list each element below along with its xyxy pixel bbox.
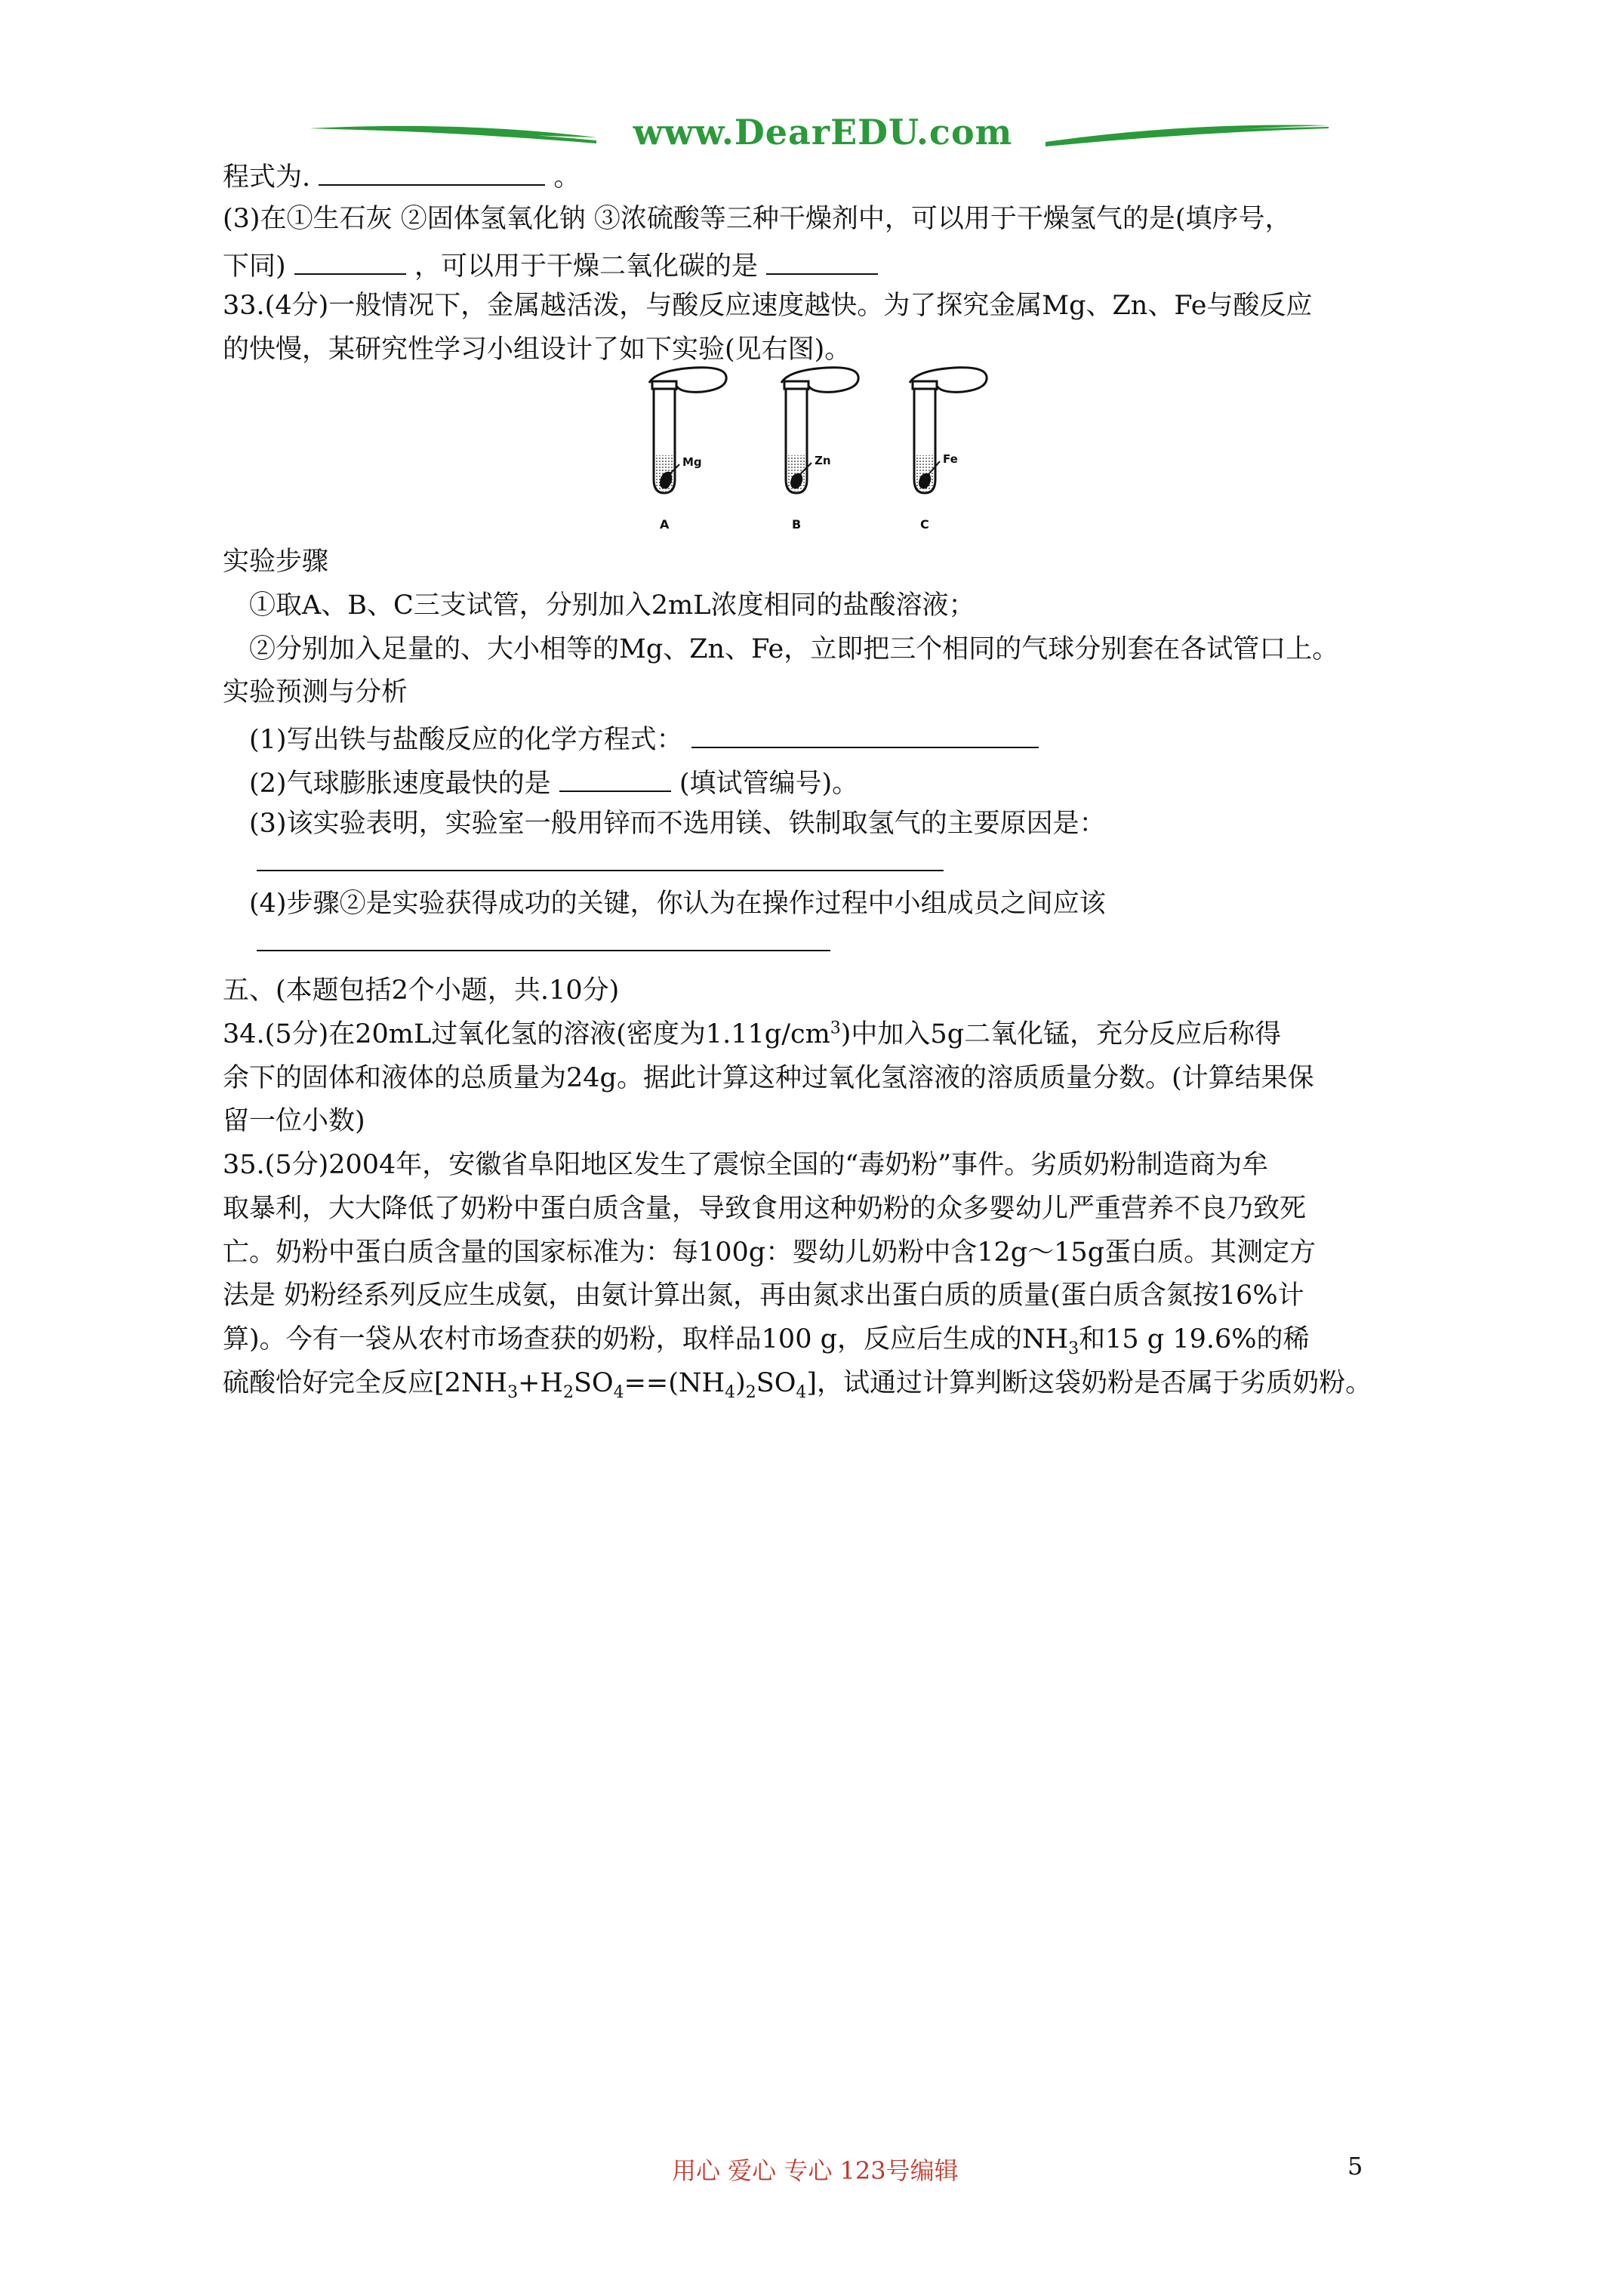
- site-title: www.DearEDU.com: [633, 112, 1013, 153]
- subscript: 3: [507, 1383, 519, 1402]
- text: 程式为.: [223, 162, 311, 193]
- text: (2)气球膨胀速度最快的是: [249, 769, 551, 799]
- question-33-line: 33.(4分)一般情况下，金属越活泼，与酸反应速度越快。为了探究金属Mg、Zn、Fe与酸反应: [223, 291, 1313, 321]
- subscript: 3: [1068, 1339, 1079, 1358]
- answer-blank[interactable]: [691, 720, 1039, 748]
- question-35-line: 35.(5分)2004年，安徽省阜阳地区发生了震惊全国的“毒奶粉”事件。劣质奶粉制造商为牟: [223, 1150, 1269, 1180]
- text: ): [735, 1368, 746, 1398]
- answer-blank[interactable]: [257, 847, 944, 871]
- analysis-line: [249, 763, 858, 800]
- metal-label-zn: Zn: [815, 454, 831, 467]
- metal-label-fe: Fe: [943, 452, 958, 466]
- analysis-line: (3)该实验表明，实验室一般用锌而不选用镁、铁制取氢气的主要原因是：: [249, 809, 1106, 839]
- subscript: 2: [562, 1383, 574, 1402]
- text: 和15 g 19.6%的稀: [1079, 1324, 1310, 1354]
- text: 。: [553, 162, 581, 193]
- text: SO: [756, 1368, 796, 1398]
- answer-blank[interactable]: [257, 927, 830, 951]
- section-heading: 实验步骤: [223, 547, 329, 577]
- analysis-line: [249, 720, 1039, 757]
- text: ==(NH: [624, 1368, 725, 1398]
- question-35-line: [223, 1367, 1372, 1400]
- text-line: (3)在①生石灰 ②固体氢氧化钠 ③浓硫酸等三种干燥剂中，可以用于干燥氢气的是(填序号，: [223, 204, 1292, 234]
- question-35-line: 法是 奶粉经系列反应生成氨，由氨计算出氮，再由氮求出蛋白质的质量(蛋白质含氮按16%计: [223, 1281, 1304, 1311]
- answer-blank[interactable]: [319, 157, 545, 186]
- subscript: 4: [613, 1383, 624, 1402]
- footer-credit: 用心 爱心 专心 123号编辑: [672, 2156, 959, 2185]
- tube-label-a: A: [660, 517, 670, 532]
- text-line: [223, 157, 580, 194]
- text: ]，试通过计算判断这袋奶粉是否属于劣质奶粉。: [806, 1368, 1372, 1398]
- test-tubes-figure: [604, 366, 996, 540]
- text: 硫酸恰好完全反应[2NH: [223, 1368, 508, 1398]
- question-35-line: [223, 1323, 1310, 1356]
- question-34-line: 留一位小数): [223, 1106, 365, 1136]
- question-35-line: 亡。奶粉中蛋白质含量的国家标准为：每100g：婴幼儿奶粉中含12g～15g蛋白质。其测定方: [223, 1237, 1317, 1268]
- analysis-line: (4)步骤②是实验获得成功的关键，你认为在操作过程中小组成员之间应该: [249, 889, 1106, 919]
- answer-blank[interactable]: [559, 763, 671, 792]
- metal-label-mg: Mg: [682, 455, 702, 469]
- superscript: 3: [830, 1019, 841, 1038]
- step-line: ①取A、B、C三支试管，分别加入2mL浓度相同的盐酸溶液；: [249, 590, 975, 621]
- test-tubes-icon: [604, 366, 996, 540]
- subscript: 4: [725, 1383, 736, 1402]
- tube-label-b: B: [792, 517, 802, 532]
- answer-blank[interactable]: [294, 246, 406, 275]
- text: 34.(5分)在20mL过氧化氢的溶液(密度为1.11g/cm: [223, 1019, 830, 1049]
- text: ，可以用于干燥二氧化碳的是: [414, 251, 758, 282]
- step-line: ②分别加入足量的、大小相等的Mg、Zn、Fe，立即把三个相同的气球分别套在各试管口上。: [249, 634, 1339, 664]
- question-35-line: 取暴利，大大降低了奶粉中蛋白质含量，导致食用这种奶粉的众多婴幼儿严重营养不良乃致死: [223, 1194, 1307, 1224]
- section-heading: 五、(本题包括2个小题，共.10分): [223, 975, 620, 1006]
- question-34-line: [223, 1018, 1281, 1051]
- text: (1)写出铁与盐酸反应的化学方程式：: [249, 725, 683, 755]
- text-line: [223, 246, 878, 283]
- question-34-line: 余下的固体和液体的总质量为24g。据此计算这种过氧化氢溶液的溶质质量分数。(计算结果保: [223, 1063, 1314, 1093]
- text: +H: [518, 1368, 563, 1398]
- page-number: 5: [1347, 2152, 1363, 2180]
- text: )中加入5g二氧化锰，充分反应后称得: [840, 1019, 1282, 1049]
- text: 下同): [223, 251, 286, 282]
- subscript: 2: [745, 1383, 756, 1402]
- tube-label-c: C: [920, 517, 929, 532]
- question-33-line: 的快慢，某研究性学习小组设计了如下实验(见右图)。: [223, 334, 852, 365]
- text: (填试管编号)。: [679, 769, 859, 799]
- answer-blank[interactable]: [766, 246, 878, 275]
- text: 算)。今有一袋从农村市场查获的奶粉，取样品100 g，反应后生成的NH: [223, 1324, 1069, 1354]
- text: SO: [573, 1368, 614, 1398]
- subscript: 4: [796, 1383, 807, 1402]
- section-heading: 实验预测与分析: [223, 677, 408, 707]
